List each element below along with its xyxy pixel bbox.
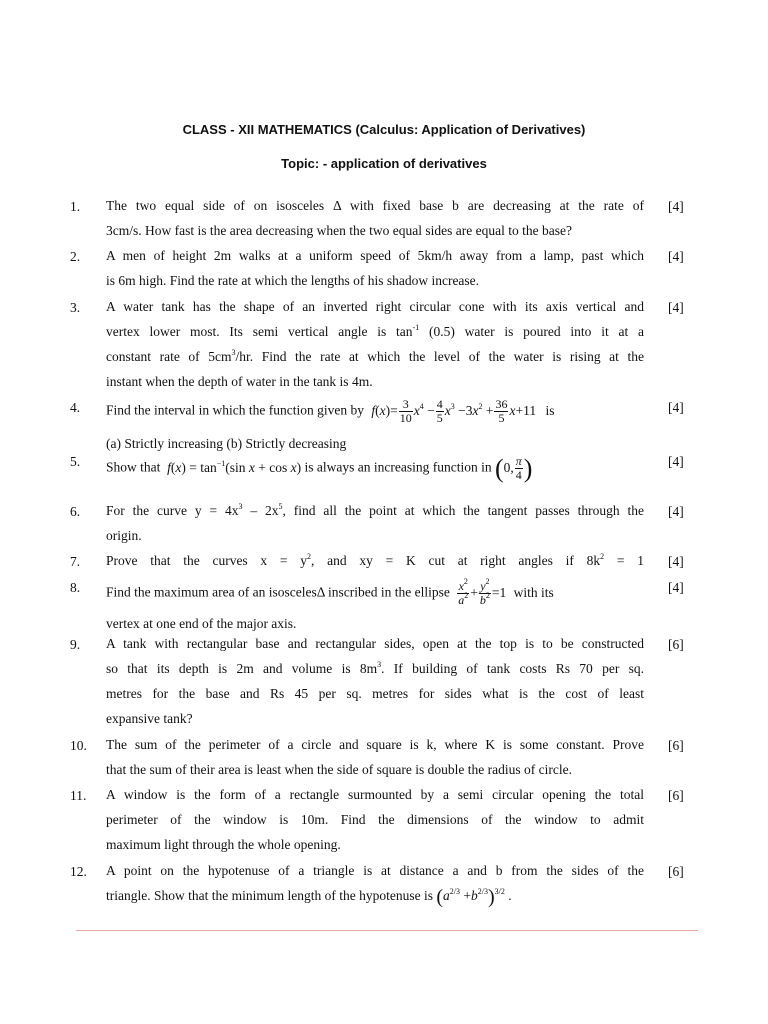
question-marks: [6] — [668, 738, 684, 753]
question-number: 6. — [70, 504, 81, 519]
question-number: 2. — [70, 249, 81, 264]
question-number: 11. — [70, 788, 87, 803]
question-marks: [4] — [668, 199, 684, 214]
document-title: CLASS - XII MATHEMATICS (Calculus: Application of Derivatives) — [182, 122, 586, 137]
question-text: A window is the form of a rectangle surmounted by a semi circular opening the total perimeter of the window is 10m. Find the dimensions of the window to admit maximum light through the whole opening. — [106, 787, 644, 852]
question-marks: [4] — [668, 580, 684, 595]
document-topic: Topic: - application of derivatives — [281, 156, 487, 171]
question-text: A water tank has the shape of an inverted right circular cone with its axis vertical and vertex lower most. Its semi vertical angle is $\tan^{-1} (0.5)$ water is poured into it at a constant rate of $5cm^3/hr$. Find the rate at which the level of the water is rising at the instant when the depth of water in the tank is 4m. — [106, 299, 644, 389]
interval-formula: (0, $\frac{\pi}{4}$ ) — [494, 453, 533, 483]
question-text: The sum of the perimeter of a circle and square is k, where K is some constant. Prove that the sum of their area is least when the side of square is double the radius of circle. — [106, 737, 644, 777]
question-marks: [4] — [668, 249, 684, 264]
question-number: 3. — [70, 300, 81, 315]
question-number: 8. — [70, 580, 81, 595]
question-marks: [4] — [668, 554, 684, 569]
question-text: Show that $f(x) = \tan^{-1}(\sin$ x + cos x) is always an increasing function in (0, $\frac{\pi}{4}$ ) — [106, 453, 533, 483]
question-text: Find the maximum area of an isoscelesΔ inscribed in the ellipse $\frac{x^2}{a^2}$ + $\frac{y^2}{b^2}$ =1 with its vertex at one end of the major axis. — [106, 577, 554, 631]
ellipse-formula: $\frac{x^2}{a^2}$ + $\frac{y^2}{b^2}$ =1 — [458, 577, 507, 607]
question-text: A tank with rectangular base and rectangular sides, open at the top is to be constructed so that its depth is 2m and volume is $8m^3$. If building of tank costs Rs 70 per sq. metres for the base and Rs 45 per sq. metres for sides what is the cost of least expansive tank? — [106, 636, 644, 726]
question-number: 12. — [70, 864, 87, 879]
question-number: 7. — [70, 554, 81, 569]
question-number: 10. — [70, 738, 87, 753]
function-formula: f(x)= $\frac{3}{10}$ $x^4$ − $\frac{4}{5}$ $x^3 -3x^2$ + $\frac{36}{5}$ x+11 — [371, 397, 540, 425]
question-marks: [4] — [668, 504, 684, 519]
function-formula: $f(x) = \tan^{-1}(\sin$ x + cos x) — [167, 458, 302, 475]
question-text: Prove that the curves $x = y^2$, and xy = K cut at right angles if $8k^2 = 1$ — [106, 552, 644, 568]
question-marks: [6] — [668, 864, 684, 879]
question-number: 9. — [70, 637, 81, 652]
question-marks: [6] — [668, 788, 684, 803]
question-marks: [4] — [668, 454, 684, 469]
question-number: 4. — [70, 400, 81, 415]
question-text: A point on the hypotenuse of a triangle is at distance a and b from the sides of the triangle. Show that the minimum length of the hypotenuse is $(a^{2/3} +b^{2/3})^{3/2}$ . — [106, 863, 644, 908]
question-number: 1. — [70, 199, 81, 214]
question-marks: [4] — [668, 400, 684, 415]
question-text: The two equal side of on isosceles Δ with fixed base b are decreasing at the rate of 3cm/s. How fast is the area decreasing when the two equal sides are equal to the base? — [106, 198, 644, 238]
question-text: A men of height 2m walks at a uniform speed of 5km/h away from a lamp, past which is 6m high. Find the rate at which the lengths of his shadow increase. — [106, 248, 644, 288]
question-marks: [6] — [668, 637, 684, 652]
question-number: 5. — [70, 454, 81, 469]
question-marks: [4] — [668, 300, 684, 315]
question-text: For the curve $y = 4x^3 - 2x^5$, find all the point at which the tangent passes through the origin. — [106, 502, 645, 543]
hypotenuse-formula: $(a^{2/3} +b^{2/3})^{3/2}$ . — [436, 885, 512, 908]
question-text: Find the interval in which the function given by f(x)= $\frac{3}{10}$ $x^4$ − $\frac{4}{5}$ $x^3 -3x^2$ + $\frac{36}{5}$ x+11 is (a) Strictly increasing (b) Strictly decreasing — [106, 397, 555, 451]
footer-divider — [76, 930, 698, 931]
